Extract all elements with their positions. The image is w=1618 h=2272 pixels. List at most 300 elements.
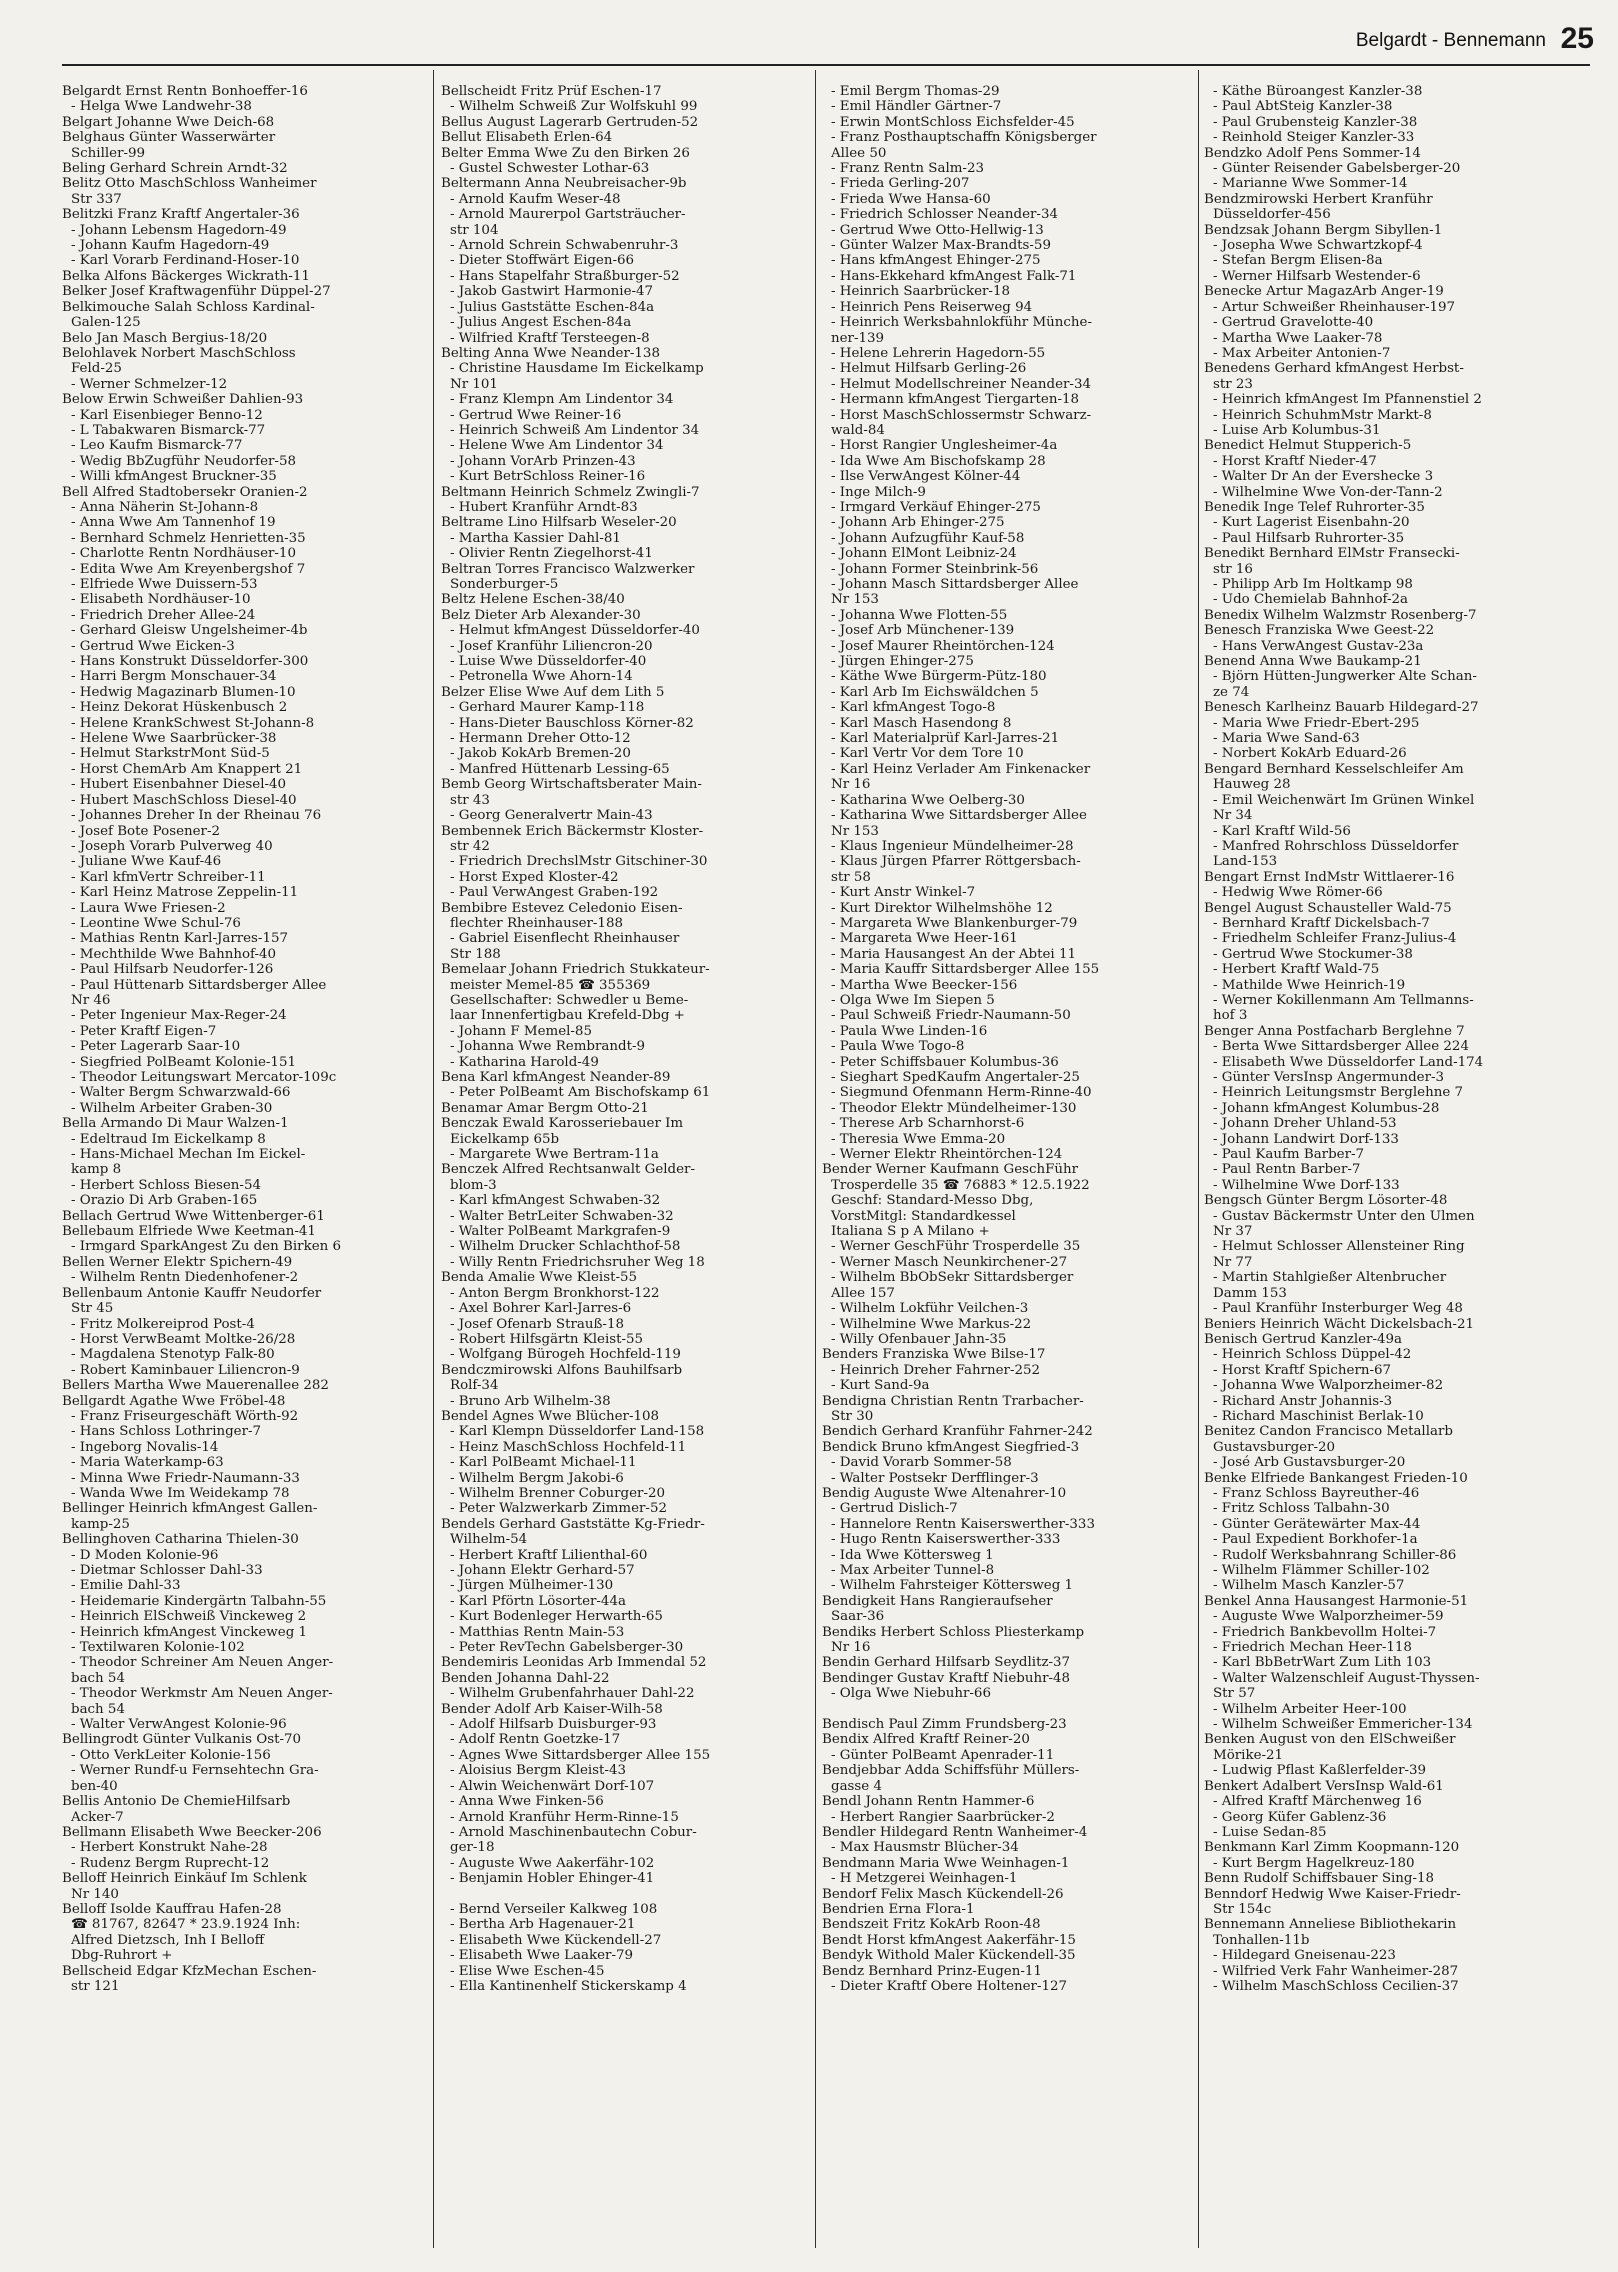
directory-entry: - Wanda Wwe Im Weidekamp 78 xyxy=(71,1485,290,1501)
directory-entry: - Paul Kranführ Insterburger Weg 48 xyxy=(1213,1301,1463,1317)
directory-entry: Bendrien Erna Flora-1 xyxy=(822,1901,975,1917)
directory-entry: Schiller-99 xyxy=(71,145,146,161)
directory-entry: Bendin Gerhard Hilfsarb Seydlitz-37 xyxy=(822,1655,1071,1671)
directory-entry: Beltz Helene Eschen-38/40 xyxy=(441,592,625,608)
directory-entry: - Georg Generalvertr Main-43 xyxy=(450,808,653,824)
directory-entry: Belz Dieter Arb Alexander-30 xyxy=(441,607,641,623)
directory-entry: - Klaus Ingenieur Mündelheimer-28 xyxy=(831,838,1074,854)
directory-entry: Benda Amalie Wwe Kleist-55 xyxy=(441,1270,638,1286)
directory-entry: - Alwin Weichenwärt Dorf-107 xyxy=(450,1778,655,1794)
directory-entry: Bellen Werner Elektr Spichern-49 xyxy=(62,1254,293,1270)
directory-entry: - Benjamin Hobler Ehinger-41 xyxy=(450,1871,655,1887)
directory-entry: - Adolf Rentn Goetzke-17 xyxy=(450,1732,621,1748)
directory-entry: - Udo Chemielab Bahnhof-2a xyxy=(1213,592,1409,608)
directory-entry: - Paul Expedient Borkhofer-1a xyxy=(1213,1532,1418,1548)
directory-entry: Benitez Candon Francisco Metallarb xyxy=(1204,1424,1453,1440)
directory-entry: - Siegfried PolBeamt Kolonie-151 xyxy=(71,1054,296,1070)
directory-entry: - Julius Angest Eschen-84a xyxy=(450,315,632,331)
directory-entry: - Arnold Maurerpol Gartsträucher- xyxy=(450,207,686,223)
directory-entry: - Peter Ingenieur Max-Reger-24 xyxy=(71,1008,287,1024)
directory-entry: - Johanna Wwe Flotten-55 xyxy=(831,607,1008,623)
directory-entry: - Gertrud Dislich-7 xyxy=(831,1501,958,1517)
directory-entry: Bennemann Anneliese Bibliothekarin xyxy=(1204,1917,1457,1933)
directory-entry: - Alfred Kraftf Märchenweg 16 xyxy=(1213,1794,1422,1810)
directory-entry: - Inge Milch-9 xyxy=(831,484,926,500)
directory-entry: - Peter RevTechn Gabelsberger-30 xyxy=(450,1640,684,1656)
directory-entry: Beniers Heinrich Wächt Dickelsbach-21 xyxy=(1204,1316,1474,1332)
directory-entry: - Heinrich Schloss Düppel-42 xyxy=(1213,1347,1412,1363)
directory-entry: - Franz Schloss Bayreuther-46 xyxy=(1213,1485,1420,1501)
directory-entry: - Franz Klempn Am Lindentor 34 xyxy=(450,392,674,408)
directory-entry: Nr 140 xyxy=(71,1886,119,1902)
directory-entry: - Wilfried Kraftf Tersteegen-8 xyxy=(450,330,650,346)
directory-entry: - Hermann kfmAngest Tiergarten-18 xyxy=(831,392,1080,408)
directory-entry: - Günter Gerätewärter Max-44 xyxy=(1213,1516,1421,1532)
directory-entry: Bendzmirowski Herbert Kranführ xyxy=(1204,191,1433,207)
directory-entry: Geschf: Standard-Messo Dbg, xyxy=(831,1193,1034,1209)
directory-entry: - Peter Schiffsbauer Kolumbus-36 xyxy=(831,1054,1059,1070)
directory-entry: - Ingeborg Novalis-14 xyxy=(71,1439,219,1455)
directory-entry: - Agnes Wwe Sittardsberger Allee 155 xyxy=(450,1747,711,1763)
directory-entry: Benend Anna Wwe Baukamp-21 xyxy=(1204,654,1422,670)
directory-entry: Benecke Artur MagazArb Anger-19 xyxy=(1204,284,1444,300)
directory-entry: - Karl kfmVertr Schreiber-11 xyxy=(71,869,266,885)
directory-entry: Benken August von den ElSchweißer xyxy=(1204,1732,1456,1748)
directory-entry: Benczak Ewald Karosseriebauer Im xyxy=(441,1116,684,1132)
directory-entry: - Werner Schmelzer-12 xyxy=(71,376,228,392)
directory-entry: - Karl Vertr Vor dem Tore 10 xyxy=(831,746,1024,762)
directory-entry: - Paula Wwe Linden-16 xyxy=(831,1023,988,1039)
directory-entry: - Paul Hilfsarb Neudorfer-126 xyxy=(71,962,274,978)
directory-entry: blom-3 xyxy=(450,1177,497,1193)
directory-entry: kamp-25 xyxy=(71,1516,130,1532)
directory-entry: str 121 xyxy=(71,1978,120,1994)
directory-entry: - Gertrud Gravelotte-40 xyxy=(1213,315,1374,331)
directory-entry: Benders Franziska Wwe Bilse-17 xyxy=(822,1347,1046,1363)
directory-entry: - Hans Konstrukt Düsseldorfer-300 xyxy=(71,654,309,670)
directory-entry: - Magdalena Stenotyp Falk-80 xyxy=(71,1347,275,1363)
directory-entry: - Heinrich Saarbrücker-18 xyxy=(831,284,1010,300)
directory-entry: Bendich Gerhard Kranführ Fahrner-242 xyxy=(822,1424,1093,1440)
directory-entry: - Gertrud Wwe Otto-Hellwig-13 xyxy=(831,222,1044,238)
directory-entry: - Herbert Kraftf Lilienthal-60 xyxy=(450,1547,648,1563)
directory-entry: Belloff Heinrich Einkäuf Im Schlenk xyxy=(62,1871,307,1887)
directory-entry: Bendmann Maria Wwe Weinhagen-1 xyxy=(822,1855,1070,1871)
directory-entry: Feld-25 xyxy=(71,361,122,377)
directory-entry: Bendler Hildegard Rentn Wanheimer-4 xyxy=(822,1824,1088,1840)
directory-entry: - Heinrich Pens Reiserweg 94 xyxy=(831,299,1033,315)
directory-entry: Bellach Gertrud Wwe Wittenberger-61 xyxy=(62,1208,325,1224)
directory-entry: ze 74 xyxy=(1213,684,1250,700)
directory-entry: - Johann Lebensm Hagedorn-49 xyxy=(71,222,287,238)
directory-entry: - Karl Pförtn Lösorter-44a xyxy=(450,1593,626,1609)
directory-entry: - Adolf Hilfsarb Duisburger-93 xyxy=(450,1717,657,1733)
directory-entry: - Theodor Werkmstr Am Neuen Anger- xyxy=(71,1686,333,1702)
directory-entry: - Christine Hausdame Im Eickelkamp xyxy=(450,361,704,377)
directory-entry: Benesch Karlheinz Bauarb Hildegard-27 xyxy=(1204,700,1479,716)
directory-entry: - Franz Posthauptschaffn Königsberger xyxy=(831,130,1097,146)
directory-entry: - Bruno Arb Wilhelm-38 xyxy=(450,1393,611,1409)
directory-entry: - Wilhelm Schweißer Emmericher-134 xyxy=(1213,1717,1473,1733)
directory-entry: Belker Josef Kraftwagenführ Düppel-27 xyxy=(62,284,331,300)
directory-entry: Beling Gerhard Schrein Arndt-32 xyxy=(62,161,288,177)
directory-entry: - Anna Wwe Finken-56 xyxy=(450,1794,604,1810)
directory-entry: - Helene Wwe Am Lindentor 34 xyxy=(450,438,664,454)
directory-entry: - Wilhelm Brenner Coburger-20 xyxy=(450,1485,666,1501)
directory-entry: - Berta Wwe Sittardsberger Allee 224 xyxy=(1213,1039,1469,1055)
directory-entry: Nr 77 xyxy=(1213,1254,1253,1270)
directory-entry: Bellmann Elisabeth Wwe Beecker-206 xyxy=(62,1824,322,1840)
directory-entry: - Paul Grubensteig Kanzler-38 xyxy=(1213,114,1418,130)
directory-entry: ☎ 81767, 82647 * 23.9.1924 Inh: xyxy=(71,1917,301,1933)
directory-entry: Allee 50 xyxy=(831,145,887,161)
directory-entry: - Karl PolBeamt Michael-11 xyxy=(450,1455,637,1471)
directory-entry: Belter Emma Wwe Zu den Birken 26 xyxy=(441,145,690,161)
directory-entry: - Werner Hilfsarb Westender-6 xyxy=(1213,268,1421,284)
directory-entry: - Wilhelm Flämmer Schiller-102 xyxy=(1213,1563,1430,1578)
directory-entry: Belghaus Günter Wasserwärter xyxy=(62,130,276,146)
directory-entry: - Heinrich kfmAngest Im Pfannenstiel 2 xyxy=(1213,392,1482,408)
directory-entry: - Hedwig Wwe Römer-66 xyxy=(1213,885,1383,901)
directory-entry: - Therese Arb Scharnhorst-6 xyxy=(831,1116,1025,1132)
directory-entry: - Fritz Schloss Talbahn-30 xyxy=(1213,1501,1390,1517)
directory-entry: Nr 46 xyxy=(71,992,111,1008)
directory-entry: - Margareta Wwe Blankenburger-79 xyxy=(831,915,1078,931)
directory-entry: Str 30 xyxy=(831,1408,874,1424)
directory-entry: - Wilhelmine Wwe Markus-22 xyxy=(831,1316,1032,1332)
directory-entry: - Max Arbeiter Antonien-7 xyxy=(1213,345,1391,361)
directory-entry: Eickelkamp 65b xyxy=(450,1131,560,1147)
directory-entry: - Paul Hüttenarb Sittardsberger Allee xyxy=(71,977,327,993)
directory-entry: Benden Johanna Dahl-22 xyxy=(441,1670,610,1686)
directory-entry: - Sieghart SpedKaufm Angertaler-25 xyxy=(831,1070,1080,1085)
directory-entry: - Johannes Dreher In der Rheinau 76 xyxy=(71,808,322,824)
directory-entry: Bendl Johann Rentn Hammer-6 xyxy=(822,1794,1035,1810)
directory-entry: - Mechthilde Wwe Bahnhof-40 xyxy=(71,946,277,962)
directory-entry: - Karl kfmAngest Togo-8 xyxy=(831,700,996,716)
directory-entry: - Karl BbBetrWart Zum Lith 103 xyxy=(1213,1655,1432,1671)
directory-entry: - Katharina Wwe Oelberg-30 xyxy=(831,792,1025,808)
directory-entry: - Gustel Schwester Lothar-63 xyxy=(450,161,650,177)
directory-entry: Bendszeit Fritz KokArb Roon-48 xyxy=(822,1917,1041,1933)
column-3 xyxy=(822,84,1182,2254)
directory-entry: Benndorf Hedwig Wwe Kaiser-Friedr- xyxy=(1204,1886,1461,1902)
directory-entry: - Hermann Dreher Otto-12 xyxy=(450,731,631,747)
directory-entry: - Manfred Rohrschloss Düsseldorfer xyxy=(1213,838,1459,854)
directory-entry: - Friedrich Schlosser Neander-34 xyxy=(831,207,1058,223)
directory-entry: laar Innenfertigbau Krefeld-Dbg + xyxy=(450,1008,685,1024)
directory-entry: - Karl Kraftf Wild-56 xyxy=(1213,823,1351,839)
directory-entry: - Arnold Schrein Schwabenruhr-3 xyxy=(450,238,679,254)
directory-entry: - Peter PolBeamt Am Bischofskamp 61 xyxy=(450,1085,711,1101)
directory-entry: - Walter Walzenschleif August-Thyssen- xyxy=(1213,1670,1480,1686)
directory-entry: Bendels Gerhard Gaststätte Kg-Friedr- xyxy=(441,1516,705,1532)
directory-entry: Bendigna Christian Rentn Trarbacher- xyxy=(822,1393,1084,1409)
directory-entry: gasse 4 xyxy=(831,1778,882,1794)
directory-entry: - Bernhard Kraftf Dickelsbach-7 xyxy=(1213,915,1430,931)
directory-entry: - Björn Hütten-Jungwerker Alte Schan- xyxy=(1213,669,1477,685)
directory-entry: - Margarete Wwe Bertram-11a xyxy=(450,1147,659,1163)
directory-entry: - Robert Hilfsgärtn Kleist-55 xyxy=(450,1331,644,1347)
directory-entry: - Heinrich Schweiß Am Lindentor 34 xyxy=(450,422,700,438)
directory-entry: - Manfred Hüttenarb Lessing-65 xyxy=(450,761,670,777)
directory-entry: Bellinger Heinrich kfmAngest Gallen- xyxy=(62,1501,318,1517)
directory-entry: - Hans-Michael Mechan Im Eickel- xyxy=(71,1147,306,1163)
directory-entry: - Kurt Direktor Wilhelmshöhe 12 xyxy=(831,900,1053,916)
directory-entry: Benesch Franziska Wwe Geest-22 xyxy=(1204,623,1435,639)
directory-entry: - Herbert Konstrukt Nahe-28 xyxy=(71,1840,268,1856)
directory-entry: Bemelaar Johann Friedrich Stukkateur- xyxy=(441,962,710,978)
directory-entry: Belohlavek Norbert MaschSchloss xyxy=(62,345,296,361)
directory-entry: - Martin Stahlgießer Altenbrucher xyxy=(1213,1270,1447,1286)
directory-entry: Nr 37 xyxy=(1213,1224,1253,1240)
directory-entry: Bellut Elisabeth Erlen-64 xyxy=(441,130,613,146)
directory-entry: Bellingrodt Günter Vulkanis Ost-70 xyxy=(62,1732,302,1748)
directory-entry: - Textilwaren Kolonie-102 xyxy=(71,1640,245,1656)
directory-entry: - Otto VerkLeiter Kolonie-156 xyxy=(71,1747,271,1763)
directory-entry: - Ida Wwe Am Bischofskamp 28 xyxy=(831,453,1046,469)
directory-entry: - Wilfried Verk Fahr Wanheimer-287 xyxy=(1213,1963,1459,1979)
directory-entry: - Werner Kokillenmann Am Tellmanns- xyxy=(1213,992,1474,1008)
directory-entry: - Elisabeth Nordhäuser-10 xyxy=(71,592,251,608)
column-2 xyxy=(441,84,801,2254)
directory-entry: - Axel Bohrer Karl-Jarres-6 xyxy=(450,1301,632,1317)
directory-entry: Belgart Johanne Wwe Deich-68 xyxy=(62,114,275,130)
directory-entry: - Josef Arb Münchener-139 xyxy=(831,623,1015,639)
directory-entry: meister Memel-85 ☎ 355369 xyxy=(450,977,651,993)
directory-entry: - Paul Rentn Barber-7 xyxy=(1213,1162,1361,1178)
page-number: 25 xyxy=(1560,22,1594,55)
directory-entry: - Katharina Wwe Sittardsberger Allee xyxy=(831,808,1087,824)
directory-entry: - Günter Reisender Gabelsberger-20 xyxy=(1213,161,1461,177)
directory-entry: - Stefan Bergm Elisen-8a xyxy=(1213,253,1383,269)
directory-entry: Bendick Bruno kfmAngest Siegfried-3 xyxy=(822,1439,1080,1455)
directory-entry: - Kurt Sand-9a xyxy=(831,1378,930,1394)
directory-entry: - Robert Kaminbauer Liliencron-9 xyxy=(71,1362,300,1378)
directory-entry: - Wilhelm BbObSekr Sittardsberger xyxy=(831,1270,1074,1286)
directory-entry: ger-18 xyxy=(450,1840,495,1856)
directory-entry: Belgardt Ernst Rentn Bonhoeffer-16 xyxy=(62,84,308,99)
directory-entry: - Dieter Stoffwärt Eigen-66 xyxy=(450,253,635,269)
directory-entry: - Laura Wwe Friesen-2 xyxy=(71,900,226,916)
directory-entry: - Hubert Eisenbahner Diesel-40 xyxy=(71,777,287,793)
directory-entry: - Heinrich kfmAngest Vinckeweg 1 xyxy=(71,1624,308,1640)
directory-entry: Beltermann Anna Neubreisacher-9b xyxy=(441,176,687,192)
directory-entry: - Wilhelm Bergm Jakobi-6 xyxy=(450,1470,624,1486)
directory-entry: - Josef Kranführ Liliencron-20 xyxy=(450,638,653,654)
directory-entry: - Harri Bergm Monschauer-34 xyxy=(71,669,277,685)
directory-entry: - Rudolf Werksbahnrang Schiller-86 xyxy=(1213,1547,1457,1563)
directory-entry: - Peter Walzwerkarb Zimmer-52 xyxy=(450,1501,667,1517)
directory-entry: - Wedig BbZugführ Neudorfer-58 xyxy=(71,453,296,469)
directory-entry: str 58 xyxy=(831,869,871,885)
directory-entry: Trosperdelle 35 ☎ 76883 * 12.5.1922 xyxy=(831,1177,1090,1193)
directory-entry: - Edita Wwe Am Kreyenbergshof 7 xyxy=(71,561,306,577)
directory-entry: - Wilhelm MaschSchloss Cecilien-37 xyxy=(1213,1978,1459,1994)
directory-entry: Below Erwin Schweißer Dahlien-93 xyxy=(62,392,304,408)
directory-entry: - Horst Exped Kloster-42 xyxy=(450,869,619,885)
directory-entry: - Hugo Rentn Kaiserswerther-333 xyxy=(831,1532,1061,1548)
directory-entry: - Walter Bergm Schwarzwald-66 xyxy=(71,1085,291,1101)
directory-entry: - Johann Former Steinbrink-56 xyxy=(831,561,1039,577)
directory-entry: Italiana S p A Milano + xyxy=(831,1224,990,1240)
directory-entry: - Heinrich SchuhmMstr Markt-8 xyxy=(1213,407,1432,423)
directory-entry: - Emilie Dahl-33 xyxy=(71,1578,181,1594)
directory-entry: Benger Anna Postfacharb Berglehne 7 xyxy=(1204,1023,1465,1039)
directory-entry: - Norbert KokArb Eduard-26 xyxy=(1213,746,1407,762)
directory-entry: - Frieda Wwe Hansa-60 xyxy=(831,191,991,207)
directory-entry: Sonderburger-5 xyxy=(450,577,559,592)
directory-entry: - José Arb Gustavsburger-20 xyxy=(1213,1455,1406,1471)
directory-entry: - Werner Masch Neunkirchener-27 xyxy=(831,1254,1068,1270)
directory-entry: Dbg-Ruhrort + xyxy=(71,1948,173,1964)
directory-entry: - Gertrud Wwe Stockumer-38 xyxy=(1213,946,1413,962)
directory-entry: - Hubert Kranführ Arndt-83 xyxy=(450,499,638,515)
directory-entry: - Karl Klempn Düsseldorfer Land-158 xyxy=(450,1424,705,1440)
directory-entry: wald-84 xyxy=(831,422,885,438)
directory-entry: - Helmut Hilfsarb Gerling-26 xyxy=(831,361,1027,377)
directory-entry: Bengsch Günter Bergm Lösorter-48 xyxy=(1204,1193,1448,1209)
directory-entry: - Franz Rentn Salm-23 xyxy=(831,161,984,177)
directory-entry: Belitz Otto MaschSchloss Wanheimer xyxy=(62,176,317,192)
directory-entry: - Georg Küfer Gablenz-36 xyxy=(1213,1809,1387,1825)
column-divider xyxy=(1198,70,1199,2248)
directory-entry: - Johann Landwirt Dorf-133 xyxy=(1213,1131,1399,1147)
directory-entry: - Josef Maurer Rheintörchen-124 xyxy=(831,638,1055,654)
directory-entry: - Paul Schweiß Friedr-Naumann-50 xyxy=(831,1008,1071,1024)
directory-entry: Bendiks Herbert Schloss Pliesterkamp xyxy=(822,1624,1085,1640)
directory-entry: Str 337 xyxy=(71,191,122,207)
directory-entry: Hauweg 28 xyxy=(1213,777,1291,793)
directory-entry: Str 45 xyxy=(71,1301,114,1317)
column-4 xyxy=(1204,84,1564,2254)
directory-entry: - Hildegard Gneisenau-223 xyxy=(1213,1948,1396,1964)
directory-entry: - Paul Kaufm Barber-7 xyxy=(1213,1147,1365,1163)
directory-entry: Bengard Bernhard Kesselschleifer Am xyxy=(1204,761,1464,777)
directory-entry: - Kurt Bodenleger Herwarth-65 xyxy=(450,1609,663,1625)
directory-entry: Bendemiris Leonidas Arb Immendal 52 xyxy=(441,1655,707,1671)
directory-entry: - Helmut Schlosser Allensteiner Ring xyxy=(1213,1239,1465,1255)
directory-entry: - Hannelore Rentn Kaiserswerther-333 xyxy=(831,1516,1095,1532)
directory-entry: - Ida Wwe Köttersweg 1 xyxy=(831,1547,994,1563)
directory-entry: Benkmann Karl Zimm Koopmann-120 xyxy=(1204,1840,1460,1856)
directory-entry: - Horst Rangier Unglesheimer-4a xyxy=(831,438,1058,454)
directory-entry: - Horst VerwBeamt Moltke-26/28 xyxy=(71,1331,296,1347)
directory-entry: - Bernd Verseiler Kalkweg 108 xyxy=(450,1901,658,1917)
directory-entry: - Wilhelm Arbeiter Graben-30 xyxy=(71,1100,273,1116)
directory-entry: - Martha Wwe Laaker-78 xyxy=(1213,330,1383,346)
directory-entry: Saar-36 xyxy=(831,1609,885,1625)
directory-entry: Bellinghoven Catharina Thielen-30 xyxy=(62,1532,299,1548)
directory-entry: Acker-7 xyxy=(71,1809,124,1825)
directory-entry: - Gertrud Wwe Eicken-3 xyxy=(71,638,235,654)
directory-entry: Bembibre Estevez Celedonio Eisen- xyxy=(441,900,683,916)
directory-entry: - Karl Arb Im Eichswäldchen 5 xyxy=(831,684,1039,700)
directory-entry: - Anna Näherin St-Johann-8 xyxy=(71,499,259,515)
directory-entry: - Elisabeth Wwe Laaker-79 xyxy=(450,1948,634,1964)
directory-entry: Bendz Bernhard Prinz-Eugen-11 xyxy=(822,1963,1042,1979)
directory-entry: - Willi kfmAngest Bruckner-35 xyxy=(71,469,277,485)
directory-entry: - Horst Kraftf Spichern-67 xyxy=(1213,1362,1392,1378)
directory-entry: VorstMitgl: Standardkessel xyxy=(831,1208,1016,1224)
directory-entry: Bendt Horst kfmAngest Aakerfähr-15 xyxy=(822,1932,1076,1948)
directory-entry: - Friedrich Dreher Allee-24 xyxy=(71,607,256,623)
directory-entry: - Günter Walzer Max-Brandts-59 xyxy=(831,238,1051,254)
directory-entry: - Friedhelm Schleifer Franz-Julius-4 xyxy=(1213,931,1457,947)
directory-entry: - Hans-Dieter Bauschloss Körner-82 xyxy=(450,715,694,731)
directory-entry: - Bernhard Schmelz Henrietten-35 xyxy=(71,530,306,546)
directory-entry: - Olivier Rentn Ziegelhorst-41 xyxy=(450,546,653,562)
directory-entry: - Helene Lehrerin Hagedorn-55 xyxy=(831,345,1046,361)
directory-entry: - Heinrich ElSchweiß Vinckeweg 2 xyxy=(71,1609,307,1625)
directory-entry: - Wilhelm Schweiß Zur Wolfskuhl 99 xyxy=(450,99,698,115)
directory-entry: Bena Karl kfmAngest Neander-89 xyxy=(441,1070,671,1085)
directory-entry: Bendel Agnes Wwe Blücher-108 xyxy=(441,1408,660,1424)
directory-entry: Bellscheid Edgar KfzMechan Eschen- xyxy=(62,1963,317,1979)
directory-entry: - Paula Wwe Togo-8 xyxy=(831,1039,965,1055)
directory-entry xyxy=(822,1702,1182,1717)
directory-entry: - Gustav Bäckermstr Unter den Ulmen xyxy=(1213,1208,1475,1224)
directory-entry: - Friedrich DrechslMstr Gitschiner-30 xyxy=(450,854,708,870)
directory-entry: ben-40 xyxy=(71,1778,118,1794)
directory-entry: - Jakob Gastwirt Harmonie-47 xyxy=(450,284,654,300)
directory-entry: - Luise Sedan-85 xyxy=(1213,1824,1327,1840)
directory-entry: Beltrame Lino Hilfsarb Weseler-20 xyxy=(441,515,677,531)
directory-entry: Bellus August Lagerarb Gertruden-52 xyxy=(441,114,699,130)
directory-entry: str 104 xyxy=(450,222,499,238)
directory-entry: - Max Hausmstr Blücher-34 xyxy=(831,1840,1019,1856)
directory-entry: - Elisabeth Wwe Kückendell-27 xyxy=(450,1932,662,1948)
directory-entry: - Heinrich Leitungsmstr Berglehne 7 xyxy=(1213,1085,1464,1101)
directory-entry: - Olga Wwe Niebuhr-66 xyxy=(831,1686,991,1702)
directory-entry: - Leo Kaufm Bismarck-77 xyxy=(71,438,243,454)
directory-entry: Bendzko Adolf Pens Sommer-14 xyxy=(1204,145,1421,161)
directory-entry: Belting Anna Wwe Neander-138 xyxy=(441,345,660,361)
directory-entry: - Wilhelm Fahrsteiger Köttersweg 1 xyxy=(831,1578,1074,1594)
directory-entry xyxy=(441,1887,801,1902)
directory-entry: - Katharina Harold-49 xyxy=(450,1054,599,1070)
directory-entry: - Wilhelm Lokführ Veilchen-3 xyxy=(831,1301,1029,1317)
directory-entry: - Ilse VerwAngest Kölner-44 xyxy=(831,469,1021,485)
directory-entry: - Josef Bote Posener-2 xyxy=(71,823,221,839)
directory-entry: - Emil Händler Gärtner-7 xyxy=(831,99,1002,115)
directory-entry: - Heinrich Werksbahnlokführ Münche- xyxy=(831,315,1092,331)
directory-entry: - Maria Hausangest An der Abtei 11 xyxy=(831,946,1077,962)
directory-entry: - Arnold Kaufm Weser-48 xyxy=(450,191,621,207)
directory-entry: - Luise Arb Kolumbus-31 xyxy=(1213,422,1381,438)
directory-entry: - Reinhold Steiger Kanzler-33 xyxy=(1213,130,1415,146)
directory-entry: - Karl Vorarb Ferdinand-Hoser-10 xyxy=(71,253,300,269)
directory-entry: - Wilhelm Masch Kanzler-57 xyxy=(1213,1578,1405,1594)
directory-entry: - Josepha Wwe Schwartzkopf-4 xyxy=(1213,238,1423,254)
directory-entry: Str 188 xyxy=(450,946,501,962)
directory-entry: Bellgardt Agathe Wwe Fröbel-48 xyxy=(62,1393,286,1409)
directory-entry: - Mathias Rentn Karl-Jarres-157 xyxy=(71,931,288,947)
directory-entry: Belloff Isolde Kauffrau Hafen-28 xyxy=(62,1901,282,1917)
directory-entry: Nr 16 xyxy=(831,777,871,793)
directory-entry: Bendczmirowski Alfons Bauhilfsarb xyxy=(441,1362,683,1378)
directory-entry: - Karl Heinz Verlader Am Finkenacker xyxy=(831,761,1091,777)
directory-entry: - Maria Wwe Sand-63 xyxy=(1213,731,1360,747)
directory-entry: - Maria Kauffr Sittardsberger Allee 155 xyxy=(831,962,1100,978)
directory-entry: - Charlotte Rentn Nordhäuser-10 xyxy=(71,546,296,562)
directory-entry: - Walter PolBeamt Markgrafen-9 xyxy=(450,1224,671,1240)
directory-entry: - Marianne Wwe Sommer-14 xyxy=(1213,176,1408,192)
directory-entry: Belzer Elise Wwe Auf dem Lith 5 xyxy=(441,684,665,700)
directory-entry: Bellebaum Elfriede Wwe Keetman-41 xyxy=(62,1224,316,1240)
column-divider xyxy=(815,70,816,2248)
directory-entry: - Irmgard SparkAngest Zu den Birken 6 xyxy=(71,1239,342,1255)
